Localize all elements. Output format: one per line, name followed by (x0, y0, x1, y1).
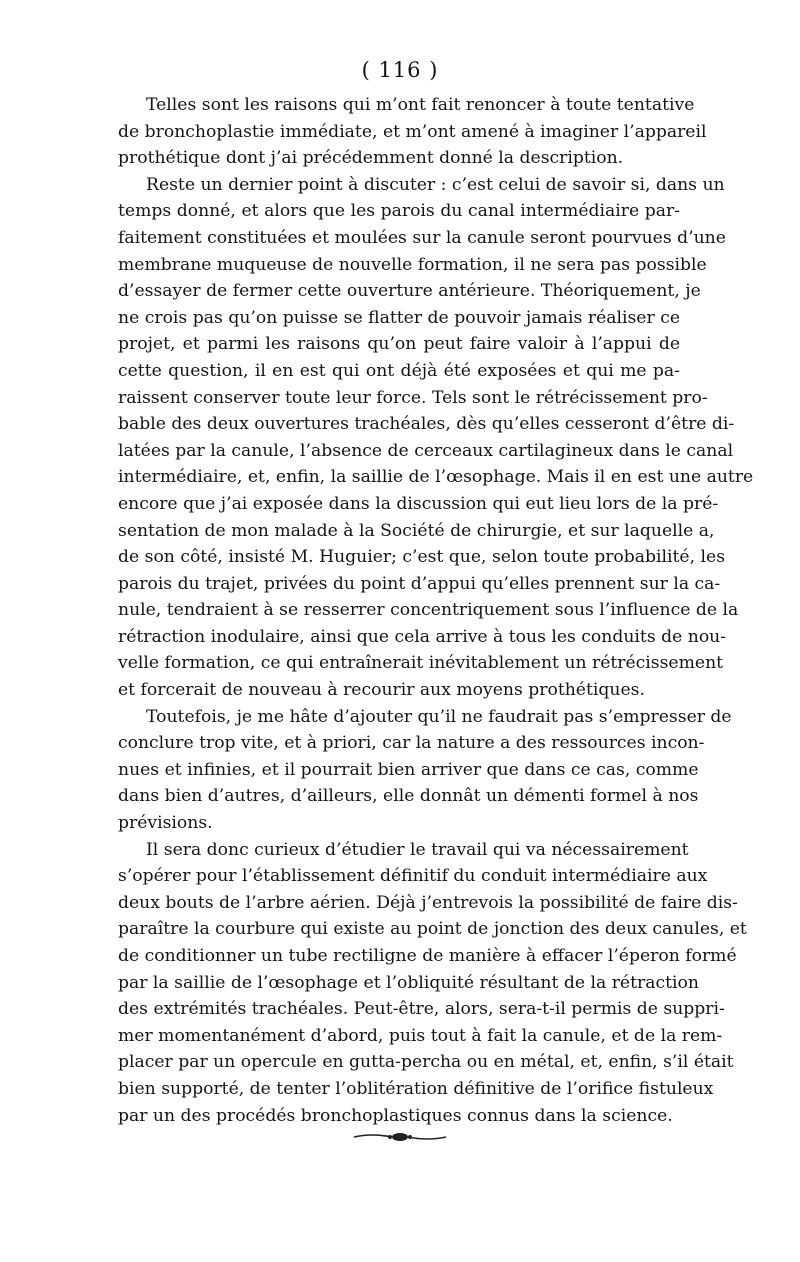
text-line: deux bouts de l’arbre aérien. Déjà j’entrevois la possibilité de faire dis- (118, 892, 738, 913)
text-line: parois du trajet, privées du point d’appui qu’elles prennent sur la ca- (118, 573, 721, 594)
text-line: placer par un opercule en gutta-percha ou en métal, et, enfin, s’il était (118, 1052, 734, 1073)
paragraph-3 (118, 704, 732, 837)
text-line: nues et infinies, et il pourrait bien arriver que dans ce cas, comme (118, 759, 699, 780)
text-line: ne crois pas qu’on puisse se flatter de pouvoir jamais réaliser ce (118, 307, 680, 328)
text-line: encore que j’ai exposée dans la discussion qui eut lieu lors de la pré- (118, 493, 719, 514)
text-line: de son côté, insisté M. Huguier; c’est que, selon toute probabilité, les (118, 547, 726, 568)
paragraph-2 (118, 172, 754, 704)
text-line: faitement constituées et moulées sur la canule seront pourvues d’une (118, 227, 726, 248)
text-line: et forcerait de nouveau à recourir aux moyens prothétiques. (118, 680, 645, 701)
text-line: de bronchoplastie immédiate, et m’ont amené à imaginer l’appareil (118, 121, 707, 142)
text-line: temps donné, et alors que les parois du canal intermédiaire par- (118, 201, 680, 222)
text-line: d’essayer de fermer cette ouverture antérieure. Théoriquement, je (118, 281, 701, 302)
text-line: bable des deux ouvertures trachéales, dès qu’elles cesseront d’être di- (118, 414, 735, 435)
text-line: conclure trop vite, et à priori, car la nature a des ressources incon- (118, 733, 705, 754)
text-line: s’opérer pour l’établissement définitif du conduit intermédiaire aux (118, 866, 708, 887)
text-line: projet, et parmi les raisons qu’on peut faire valoir à l’appui de (118, 334, 680, 355)
text-line: raissent conserver toute leur force. Tels sont le rétrécissement pro- (118, 387, 708, 408)
text-line: de conditionner un tube rectiligne de manière à effacer l’éperon formé (118, 946, 737, 966)
text-line: cette question, il en est qui ont déjà été exposées et qui me pa- (118, 360, 680, 381)
paragraph-1 (118, 92, 707, 172)
text-line: des extrémités trachéales. Peut-être, alors, sera-t-il permis de suppri- (118, 999, 725, 1020)
text-line: sentation de mon malade à la Société de chirurgie, et sur laquelle a, (118, 520, 715, 541)
text-line: bien supporté, de tenter l’oblitération définitive de l’orifice fistuleux (118, 1078, 714, 1099)
page-number: ( 116 ) (361, 58, 439, 82)
text-line: Reste un dernier point à discuter : c’est celui de savoir si, dans un (146, 174, 725, 195)
text-line: par la saillie de l’œsophage et l’obliquité résultant de la rétraction (118, 972, 699, 993)
text-line: mer momentanément d’abord, puis tout à fait la canule, et de la rem- (118, 1025, 723, 1046)
text-line: membrane muqueuse de nouvelle formation, il ne sera pas possible (118, 254, 707, 275)
text-line: Toutefois, je me hâte d’ajouter qu’il ne faudrait pas s’empresser de (146, 706, 732, 727)
text-line: intermédiaire, et, enfin, la saillie de l’œsophage. Mais il en est une autre (118, 467, 754, 488)
text-line: par un des procédés bronchoplastiques connus dans la science. (118, 1105, 673, 1126)
text-line: latées par la canule, l’absence de cerceaux cartilagineux dans le canal (118, 440, 734, 461)
text-line: rétraction inodulaire, ainsi que cela arrive à tous les conduits de nou- (118, 626, 727, 647)
text-line: paraître la courbure qui existe au point de jonction des deux canules, et (118, 919, 747, 940)
ornament-divider-icon (352, 1130, 448, 1144)
text-line: dans bien d’autres, d’ailleurs, elle donnât un démenti formel à nos (118, 786, 699, 807)
text-line: nule, tendraient à se resserrer concentriquement sous l’influence de la (118, 600, 739, 621)
text-line: Il sera donc curieux d’étudier le travail qui va nécessairement (146, 839, 689, 860)
text-line: prévisions. (118, 813, 213, 834)
text-line: Telles sont les raisons qui m’ont fait renoncer à toute tentative (146, 95, 695, 115)
text-line: velle formation, ce qui entraînerait inévitablement un rétrécissement (118, 653, 724, 674)
text-line: prothétique dont j’ai précédemment donné la description. (118, 148, 624, 169)
body-text (118, 92, 754, 1129)
paragraph-4 (118, 837, 747, 1130)
